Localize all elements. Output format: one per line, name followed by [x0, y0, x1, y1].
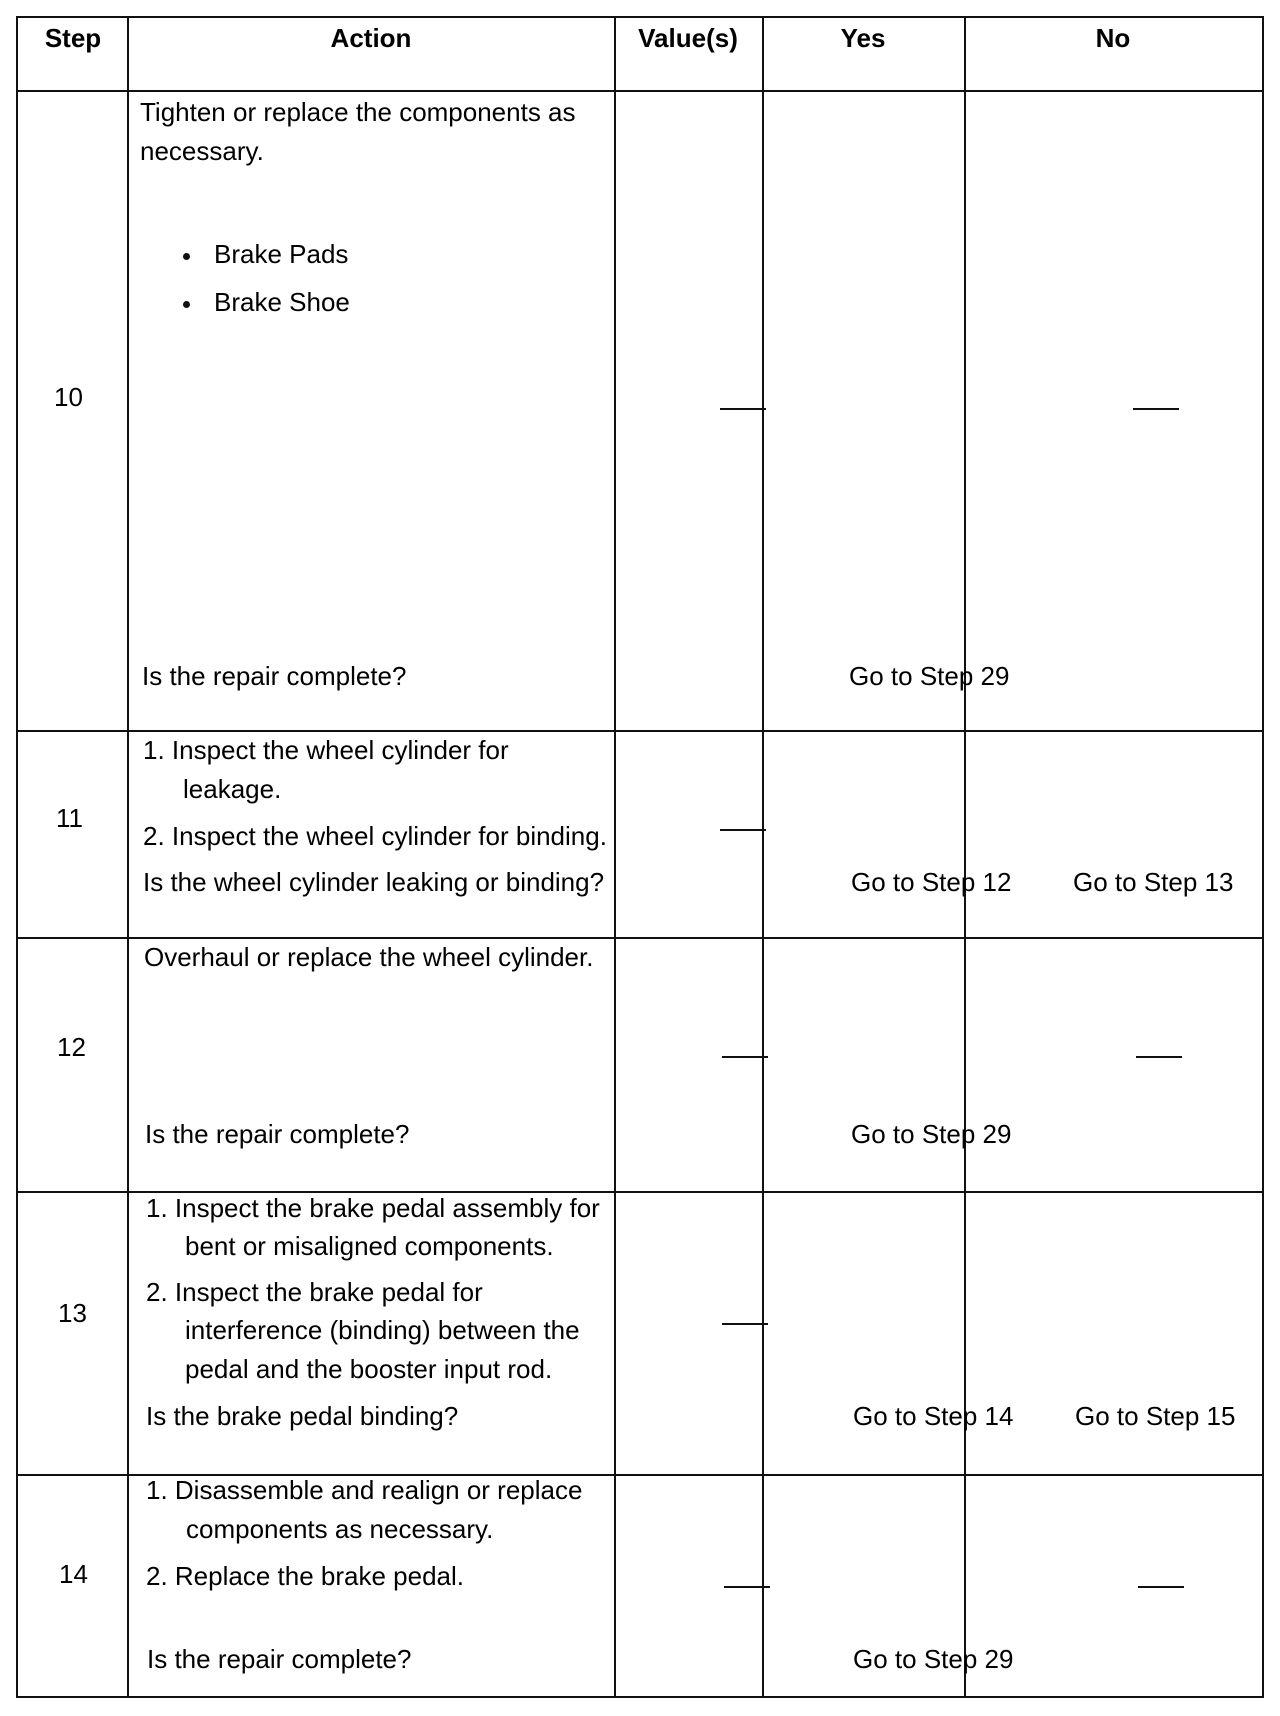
bullet-item: Brake Pads: [214, 239, 349, 269]
question-text: Is the repair complete?: [142, 661, 407, 691]
value-dash: [722, 1056, 768, 1058]
step-number: 12: [57, 1032, 86, 1062]
header-step: Step: [44, 23, 102, 53]
step-number: 13: [58, 1298, 87, 1328]
header-yes: Yes: [840, 23, 886, 53]
step-number: 10: [54, 382, 83, 412]
yes-result: Go to Step 14: [853, 1401, 1014, 1431]
header-action: Action: [330, 23, 412, 53]
yes-result: Go to Step 29: [853, 1644, 1014, 1674]
column-divider: [127, 18, 129, 1696]
header-values: Value(s): [638, 23, 738, 53]
value-dash: [720, 408, 766, 410]
action-text: interference (binding) between the: [185, 1315, 580, 1345]
value-dash: [720, 829, 766, 831]
yes-result: Go to Step 29: [851, 1119, 1012, 1149]
step-number: 14: [59, 1559, 88, 1589]
no-dash: [1136, 1056, 1182, 1058]
no-dash: [1133, 408, 1179, 410]
question-text: Is the brake pedal binding?: [146, 1401, 459, 1431]
header-no: No: [1095, 23, 1131, 53]
no-dash: [1138, 1586, 1184, 1588]
action-text: components as necessary.: [186, 1514, 494, 1544]
action-text: 2. Replace the brake pedal.: [146, 1561, 464, 1591]
action-text: necessary.: [140, 136, 264, 166]
column-divider: [762, 18, 764, 1696]
question-text: Is the repair complete?: [147, 1644, 412, 1674]
bullet-icon: [183, 253, 190, 260]
step-number: 11: [56, 803, 83, 833]
row-divider: [18, 730, 1262, 732]
action-text: pedal and the booster input rod.: [185, 1354, 553, 1384]
diagnostic-table: [16, 16, 1264, 1698]
action-text: 1. Inspect the wheel cylinder for: [143, 735, 509, 765]
action-text: Tighten or replace the components as: [140, 97, 576, 127]
row-divider: [18, 90, 1262, 92]
column-divider: [614, 18, 616, 1696]
row-divider: [18, 937, 1262, 939]
column-divider: [964, 18, 966, 1696]
action-text: 2. Inspect the brake pedal for: [146, 1277, 483, 1307]
action-text: bent or misaligned components.: [185, 1231, 554, 1261]
action-text: 2. Inspect the wheel cylinder for binding.: [143, 821, 607, 851]
value-dash: [722, 1323, 768, 1325]
action-text: 1. Disassemble and realign or replace: [146, 1475, 583, 1505]
no-result: Go to Step 15: [1075, 1401, 1236, 1431]
yes-result: Go to Step 12: [851, 867, 1012, 897]
action-text: Overhaul or replace the wheel cylinder.: [144, 942, 594, 972]
bullet-icon: [183, 301, 190, 308]
action-text: leakage.: [183, 774, 282, 804]
action-text: 1. Inspect the brake pedal assembly for: [146, 1193, 600, 1223]
value-dash: [724, 1586, 770, 1588]
bullet-item: Brake Shoe: [214, 287, 350, 317]
no-result: Go to Step 13: [1073, 867, 1234, 897]
yes-result: Go to Step 29: [849, 661, 1010, 691]
question-text: Is the wheel cylinder leaking or binding?: [143, 867, 605, 897]
question-text: Is the repair complete?: [145, 1119, 410, 1149]
